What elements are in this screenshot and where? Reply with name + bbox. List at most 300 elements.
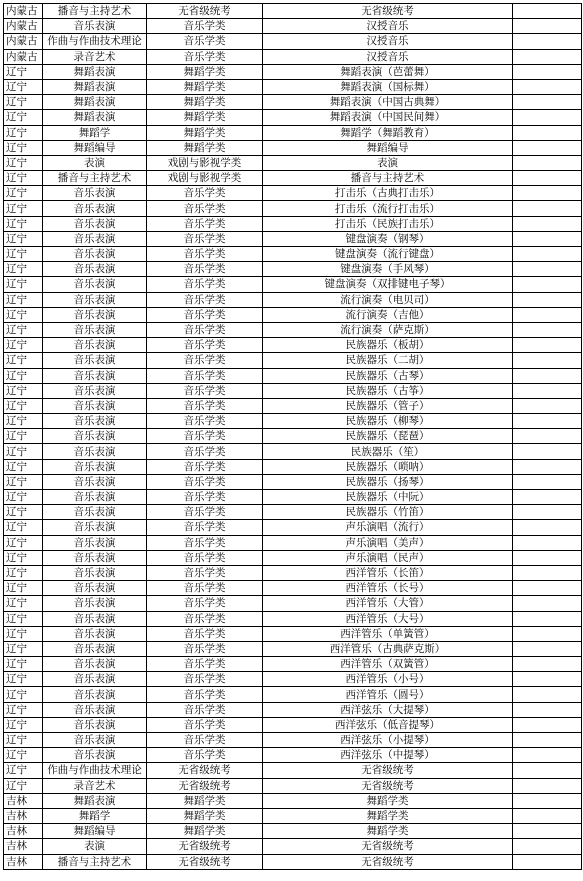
empty-cell: [513, 535, 582, 550]
admission-table: [3, 3, 582, 870]
exam-category-cell: 无省级统考: [147, 854, 263, 869]
major-cell: 舞蹈编导: [43, 824, 147, 839]
exam-category-cell: 音乐学类: [147, 277, 263, 292]
province-cell: 辽宁: [4, 702, 43, 717]
exam-category-cell: 音乐学类: [147, 702, 263, 717]
province-cell: 辽宁: [4, 672, 43, 687]
exam-subject-cell: 汉授音乐: [263, 34, 513, 49]
major-cell: 音乐表演: [43, 733, 147, 748]
exam-subject-cell: 民族器乐（竹笛）: [263, 505, 513, 520]
table-row: [4, 763, 582, 778]
exam-category-cell: 音乐学类: [147, 626, 263, 641]
major-cell: 舞蹈表演: [43, 95, 147, 110]
empty-cell: [513, 231, 582, 246]
province-cell: 内蒙古: [4, 34, 43, 49]
empty-cell: [513, 4, 582, 19]
exam-category-cell: 舞蹈学类: [147, 95, 263, 110]
table-row: [4, 565, 582, 580]
exam-category-cell: 音乐学类: [147, 474, 263, 489]
empty-cell: [513, 186, 582, 201]
exam-subject-cell: 西洋弦乐（中提琴）: [263, 748, 513, 763]
exam-category-cell: 舞蹈学类: [147, 808, 263, 823]
empty-cell: [513, 383, 582, 398]
exam-subject-cell: 民族器乐（管子）: [263, 398, 513, 413]
province-cell: 辽宁: [4, 748, 43, 763]
exam-subject-cell: 民族器乐（古琴）: [263, 368, 513, 383]
province-cell: 辽宁: [4, 110, 43, 125]
empty-cell: [513, 520, 582, 535]
major-cell: 舞蹈表演: [43, 793, 147, 808]
exam-category-cell: 音乐学类: [147, 186, 263, 201]
exam-category-cell: 舞蹈学类: [147, 64, 263, 79]
exam-subject-cell: 舞蹈表演（芭蕾舞）: [263, 64, 513, 79]
exam-category-cell: 音乐学类: [147, 459, 263, 474]
exam-subject-cell: 声乐演唱（民声）: [263, 550, 513, 565]
province-cell: 辽宁: [4, 611, 43, 626]
table-row: [4, 262, 582, 277]
table-row: [4, 322, 582, 337]
exam-subject-cell: 民族器乐（板胡）: [263, 338, 513, 353]
province-cell: 辽宁: [4, 201, 43, 216]
exam-category-cell: 音乐学类: [147, 687, 263, 702]
empty-cell: [513, 277, 582, 292]
province-cell: 辽宁: [4, 307, 43, 322]
exam-subject-cell: 西洋弦乐（低音提琴）: [263, 717, 513, 732]
empty-cell: [513, 550, 582, 565]
major-cell: 音乐表演: [43, 444, 147, 459]
province-cell: 辽宁: [4, 95, 43, 110]
exam-subject-cell: 民族器乐（柳琴）: [263, 414, 513, 429]
major-cell: 音乐表演: [43, 550, 147, 565]
empty-cell: [513, 247, 582, 262]
table-row: [4, 171, 582, 186]
exam-subject-cell: 表演: [263, 155, 513, 170]
major-cell: 音乐表演: [43, 702, 147, 717]
province-cell: 辽宁: [4, 277, 43, 292]
table-row: [4, 444, 582, 459]
exam-subject-cell: 声乐演唱（流行）: [263, 520, 513, 535]
table-row: [4, 414, 582, 429]
province-cell: 内蒙古: [4, 4, 43, 19]
empty-cell: [513, 505, 582, 520]
table-row: [4, 292, 582, 307]
exam-category-cell: 音乐学类: [147, 353, 263, 368]
exam-category-cell: 音乐学类: [147, 247, 263, 262]
exam-subject-cell: 汉授音乐: [263, 19, 513, 34]
empty-cell: [513, 110, 582, 125]
province-cell: 辽宁: [4, 429, 43, 444]
exam-category-cell: 无省级统考: [147, 763, 263, 778]
exam-subject-cell: 流行演奏（萨克斯）: [263, 322, 513, 337]
empty-cell: [513, 171, 582, 186]
major-cell: 音乐表演: [43, 307, 147, 322]
empty-cell: [513, 657, 582, 672]
empty-cell: [513, 140, 582, 155]
major-cell: 录音艺术: [43, 49, 147, 64]
table-row: [4, 459, 582, 474]
exam-category-cell: 音乐学类: [147, 535, 263, 550]
table-row: [4, 110, 582, 125]
exam-category-cell: 无省级统考: [147, 778, 263, 793]
exam-subject-cell: 西洋管乐（长号）: [263, 581, 513, 596]
empty-cell: [513, 49, 582, 64]
province-cell: 辽宁: [4, 171, 43, 186]
exam-subject-cell: 舞蹈表演（中国古典舞）: [263, 95, 513, 110]
exam-category-cell: 无省级统考: [147, 839, 263, 854]
exam-subject-cell: 舞蹈表演（中国民间舞）: [263, 110, 513, 125]
exam-subject-cell: 舞蹈表演（国标舞）: [263, 79, 513, 94]
empty-cell: [513, 19, 582, 34]
exam-category-cell: 舞蹈学类: [147, 125, 263, 140]
empty-cell: [513, 307, 582, 322]
empty-cell: [513, 414, 582, 429]
table-row: [4, 520, 582, 535]
exam-category-cell: 音乐学类: [147, 733, 263, 748]
empty-cell: [513, 368, 582, 383]
major-cell: 音乐表演: [43, 565, 147, 580]
exam-category-cell: 音乐学类: [147, 368, 263, 383]
exam-category-cell: 音乐学类: [147, 338, 263, 353]
province-cell: 辽宁: [4, 581, 43, 596]
table-body: [4, 4, 582, 870]
exam-category-cell: 音乐学类: [147, 657, 263, 672]
exam-subject-cell: 西洋弦乐（大提琴）: [263, 702, 513, 717]
major-cell: 舞蹈表演: [43, 79, 147, 94]
empty-cell: [513, 611, 582, 626]
province-cell: 辽宁: [4, 459, 43, 474]
table-row: [4, 778, 582, 793]
table-row: [4, 490, 582, 505]
empty-cell: [513, 353, 582, 368]
empty-cell: [513, 581, 582, 596]
major-cell: 音乐表演: [43, 490, 147, 505]
exam-category-cell: 音乐学类: [147, 641, 263, 656]
table-row: [4, 155, 582, 170]
province-cell: 辽宁: [4, 262, 43, 277]
exam-subject-cell: 流行演奏（电贝司）: [263, 292, 513, 307]
table-row: [4, 19, 582, 34]
exam-category-cell: 音乐学类: [147, 216, 263, 231]
province-cell: 辽宁: [4, 717, 43, 732]
exam-subject-cell: 汉授音乐: [263, 49, 513, 64]
major-cell: 音乐表演: [43, 687, 147, 702]
table-row: [4, 824, 582, 839]
exam-subject-cell: 键盘演奏（手风琴）: [263, 262, 513, 277]
major-cell: 音乐表演: [43, 429, 147, 444]
empty-cell: [513, 262, 582, 277]
exam-subject-cell: 打击乐（民族打击乐）: [263, 216, 513, 231]
province-cell: 辽宁: [4, 231, 43, 246]
table-row: [4, 383, 582, 398]
major-cell: 音乐表演: [43, 353, 147, 368]
exam-category-cell: 音乐学类: [147, 398, 263, 413]
exam-category-cell: 音乐学类: [147, 34, 263, 49]
province-cell: 辽宁: [4, 490, 43, 505]
table-row: [4, 672, 582, 687]
empty-cell: [513, 155, 582, 170]
province-cell: 辽宁: [4, 763, 43, 778]
exam-category-cell: 音乐学类: [147, 19, 263, 34]
table-row: [4, 307, 582, 322]
province-cell: 吉林: [4, 808, 43, 823]
major-cell: 音乐表演: [43, 474, 147, 489]
exam-subject-cell: 舞蹈学类: [263, 824, 513, 839]
exam-category-cell: 音乐学类: [147, 748, 263, 763]
province-cell: 内蒙古: [4, 19, 43, 34]
empty-cell: [513, 474, 582, 489]
table-row: [4, 125, 582, 140]
exam-category-cell: 音乐学类: [147, 565, 263, 580]
empty-cell: [513, 672, 582, 687]
exam-category-cell: 音乐学类: [147, 581, 263, 596]
table-row: [4, 611, 582, 626]
empty-cell: [513, 824, 582, 839]
major-cell: 音乐表演: [43, 247, 147, 262]
major-cell: 音乐表演: [43, 748, 147, 763]
empty-cell: [513, 322, 582, 337]
exam-category-cell: 音乐学类: [147, 444, 263, 459]
table-row: [4, 748, 582, 763]
province-cell: 吉林: [4, 824, 43, 839]
major-cell: 音乐表演: [43, 19, 147, 34]
major-cell: 音乐表演: [43, 201, 147, 216]
province-cell: 辽宁: [4, 596, 43, 611]
major-cell: 音乐表演: [43, 231, 147, 246]
table-row: [4, 49, 582, 64]
empty-cell: [513, 398, 582, 413]
major-cell: 播音与主持艺术: [43, 854, 147, 869]
empty-cell: [513, 125, 582, 140]
province-cell: 辽宁: [4, 338, 43, 353]
province-cell: 辽宁: [4, 368, 43, 383]
major-cell: 音乐表演: [43, 520, 147, 535]
major-cell: 音乐表演: [43, 657, 147, 672]
table-row: [4, 140, 582, 155]
province-cell: 辽宁: [4, 626, 43, 641]
empty-cell: [513, 717, 582, 732]
major-cell: 音乐表演: [43, 626, 147, 641]
empty-cell: [513, 763, 582, 778]
province-cell: 吉林: [4, 854, 43, 869]
province-cell: 辽宁: [4, 687, 43, 702]
exam-subject-cell: 无省级统考: [263, 778, 513, 793]
empty-cell: [513, 444, 582, 459]
exam-category-cell: 音乐学类: [147, 383, 263, 398]
province-cell: 辽宁: [4, 353, 43, 368]
major-cell: 舞蹈学: [43, 808, 147, 823]
major-cell: 播音与主持艺术: [43, 4, 147, 19]
exam-category-cell: 音乐学类: [147, 322, 263, 337]
exam-subject-cell: 无省级统考: [263, 763, 513, 778]
major-cell: 音乐表演: [43, 459, 147, 474]
exam-subject-cell: 民族器乐（笙）: [263, 444, 513, 459]
province-cell: 辽宁: [4, 247, 43, 262]
empty-cell: [513, 338, 582, 353]
exam-category-cell: 音乐学类: [147, 231, 263, 246]
empty-cell: [513, 459, 582, 474]
major-cell: 音乐表演: [43, 368, 147, 383]
major-cell: 音乐表演: [43, 641, 147, 656]
empty-cell: [513, 292, 582, 307]
empty-cell: [513, 490, 582, 505]
exam-subject-cell: 无省级统考: [263, 4, 513, 19]
table-row: [4, 201, 582, 216]
table-row: [4, 368, 582, 383]
major-cell: 舞蹈编导: [43, 140, 147, 155]
table-row: [4, 839, 582, 854]
exam-subject-cell: 流行演奏（吉他）: [263, 307, 513, 322]
major-cell: 舞蹈表演: [43, 110, 147, 125]
table-row: [4, 626, 582, 641]
exam-subject-cell: 键盘演奏（双排键电子琴）: [263, 277, 513, 292]
empty-cell: [513, 95, 582, 110]
province-cell: 辽宁: [4, 216, 43, 231]
exam-category-cell: 音乐学类: [147, 717, 263, 732]
major-cell: 音乐表演: [43, 596, 147, 611]
empty-cell: [513, 687, 582, 702]
exam-category-cell: 音乐学类: [147, 307, 263, 322]
major-cell: 表演: [43, 155, 147, 170]
exam-category-cell: 音乐学类: [147, 520, 263, 535]
empty-cell: [513, 854, 582, 869]
empty-cell: [513, 641, 582, 656]
empty-cell: [513, 216, 582, 231]
major-cell: 播音与主持艺术: [43, 171, 147, 186]
table-row: [4, 474, 582, 489]
empty-cell: [513, 64, 582, 79]
empty-cell: [513, 34, 582, 49]
major-cell: 作曲与作曲技术理论: [43, 34, 147, 49]
exam-subject-cell: 舞蹈编导: [263, 140, 513, 155]
province-cell: 吉林: [4, 793, 43, 808]
exam-subject-cell: 西洋管乐（大管）: [263, 596, 513, 611]
table-row: [4, 854, 582, 869]
province-cell: 辽宁: [4, 733, 43, 748]
empty-cell: [513, 733, 582, 748]
major-cell: 音乐表演: [43, 338, 147, 353]
major-cell: 舞蹈学: [43, 125, 147, 140]
exam-category-cell: 音乐学类: [147, 611, 263, 626]
major-cell: 音乐表演: [43, 277, 147, 292]
major-cell: 音乐表演: [43, 398, 147, 413]
empty-cell: [513, 793, 582, 808]
exam-subject-cell: 打击乐（流行打击乐）: [263, 201, 513, 216]
table-row: [4, 808, 582, 823]
exam-subject-cell: 西洋弦乐（小提琴）: [263, 733, 513, 748]
province-cell: 辽宁: [4, 474, 43, 489]
major-cell: 音乐表演: [43, 611, 147, 626]
province-cell: 辽宁: [4, 398, 43, 413]
exam-subject-cell: 西洋管乐（小号）: [263, 672, 513, 687]
province-cell: 吉林: [4, 839, 43, 854]
province-cell: 辽宁: [4, 125, 43, 140]
table-row: [4, 429, 582, 444]
major-cell: 音乐表演: [43, 186, 147, 201]
table-row: [4, 231, 582, 246]
exam-subject-cell: 打击乐（古典打击乐）: [263, 186, 513, 201]
exam-subject-cell: 西洋管乐（大号）: [263, 611, 513, 626]
exam-category-cell: 音乐学类: [147, 262, 263, 277]
exam-category-cell: 舞蹈学类: [147, 79, 263, 94]
exam-subject-cell: 舞蹈学类: [263, 808, 513, 823]
exam-subject-cell: 舞蹈学类: [263, 793, 513, 808]
province-cell: 辽宁: [4, 565, 43, 580]
table-row: [4, 247, 582, 262]
exam-category-cell: 音乐学类: [147, 201, 263, 216]
empty-cell: [513, 429, 582, 444]
province-cell: 辽宁: [4, 535, 43, 550]
exam-subject-cell: 民族器乐（二胡）: [263, 353, 513, 368]
table-row: [4, 657, 582, 672]
exam-category-cell: 戏剧与影视学类: [147, 171, 263, 186]
exam-category-cell: 音乐学类: [147, 292, 263, 307]
empty-cell: [513, 778, 582, 793]
province-cell: 内蒙古: [4, 49, 43, 64]
table-row: [4, 550, 582, 565]
major-cell: 音乐表演: [43, 414, 147, 429]
exam-subject-cell: 西洋管乐（圆号）: [263, 687, 513, 702]
province-cell: 辽宁: [4, 64, 43, 79]
exam-subject-cell: 播音与主持艺术: [263, 171, 513, 186]
major-cell: 音乐表演: [43, 262, 147, 277]
table-row: [4, 702, 582, 717]
major-cell: 音乐表演: [43, 216, 147, 231]
exam-category-cell: 舞蹈学类: [147, 793, 263, 808]
province-cell: 辽宁: [4, 520, 43, 535]
exam-subject-cell: 声乐演唱（美声）: [263, 535, 513, 550]
exam-category-cell: 音乐学类: [147, 550, 263, 565]
province-cell: 辽宁: [4, 322, 43, 337]
empty-cell: [513, 839, 582, 854]
exam-subject-cell: 西洋管乐（古典萨克斯）: [263, 641, 513, 656]
province-cell: 辽宁: [4, 641, 43, 656]
table-row: [4, 535, 582, 550]
table-row: [4, 64, 582, 79]
table-row: [4, 353, 582, 368]
exam-category-cell: 舞蹈学类: [147, 140, 263, 155]
province-cell: 辽宁: [4, 505, 43, 520]
table-row: [4, 581, 582, 596]
empty-cell: [513, 702, 582, 717]
table-row: [4, 641, 582, 656]
exam-subject-cell: 西洋管乐（单簧管）: [263, 626, 513, 641]
major-cell: 音乐表演: [43, 505, 147, 520]
empty-cell: [513, 565, 582, 580]
major-cell: 录音艺术: [43, 778, 147, 793]
empty-cell: [513, 79, 582, 94]
table-row: [4, 505, 582, 520]
exam-subject-cell: 键盘演奏（钢琴）: [263, 231, 513, 246]
exam-subject-cell: 民族器乐（中阮）: [263, 490, 513, 505]
major-cell: 音乐表演: [43, 581, 147, 596]
province-cell: 辽宁: [4, 155, 43, 170]
table-row: [4, 717, 582, 732]
exam-category-cell: 音乐学类: [147, 490, 263, 505]
exam-category-cell: 音乐学类: [147, 414, 263, 429]
exam-category-cell: 音乐学类: [147, 596, 263, 611]
major-cell: 音乐表演: [43, 535, 147, 550]
table-row: [4, 338, 582, 353]
table-row: [4, 596, 582, 611]
exam-category-cell: 音乐学类: [147, 49, 263, 64]
exam-category-cell: 音乐学类: [147, 429, 263, 444]
major-cell: 舞蹈表演: [43, 64, 147, 79]
table-row: [4, 398, 582, 413]
exam-subject-cell: 民族器乐（唢呐）: [263, 459, 513, 474]
table-row: [4, 793, 582, 808]
major-cell: 表演: [43, 839, 147, 854]
major-cell: 音乐表演: [43, 383, 147, 398]
